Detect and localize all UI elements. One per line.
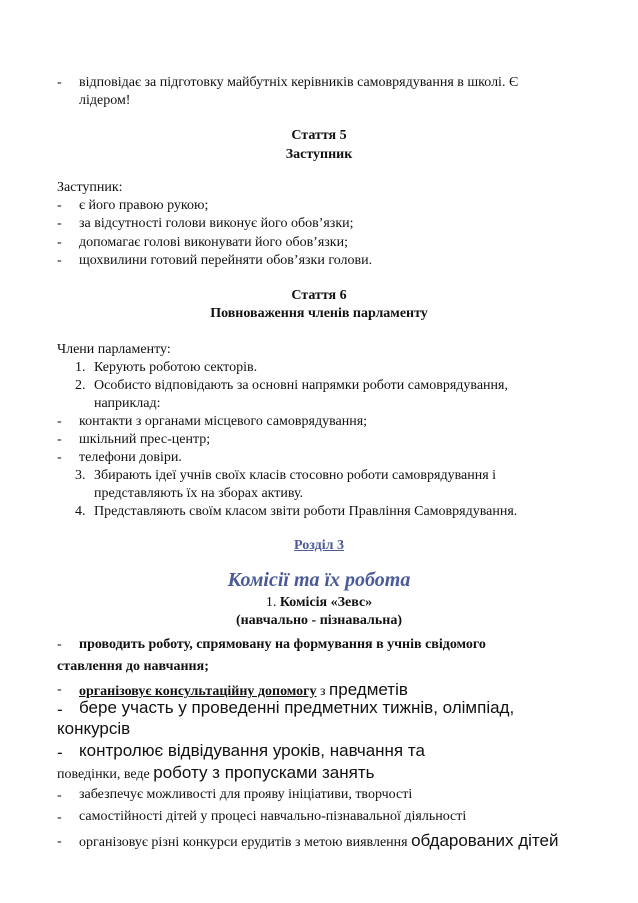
duty-line: самостійності дітей у процесі навчально-пізнавальної діяльності (79, 809, 467, 824)
article-6-title: Повноваження членів парламенту (210, 306, 428, 321)
list-item: за відсутності голови виконує його обов’язки; (79, 216, 354, 231)
commission-type: (навчально - пізнавальна) (235, 613, 403, 628)
list-number: 3. (75, 468, 86, 483)
duty-line-large: контролює відвідування уроків, навчання та (79, 741, 425, 760)
duty-line-mixed (57, 762, 374, 784)
list-number: 4. (75, 504, 86, 519)
bullet-dash: - (57, 637, 62, 652)
intro-line-2: лідером! (79, 93, 131, 108)
article-6-lead: Члени парламенту: (57, 342, 171, 357)
bullet-dash: - (57, 682, 62, 697)
list-item-continuation: наприклад: (94, 396, 161, 411)
bullet-dash: - (57, 700, 63, 719)
duty-line: забезпечує можливості для прояву ініціативи, творчості (79, 787, 413, 802)
bullet-dash: - (57, 198, 62, 213)
list-item: Збирають ідеї учнів своїх класів стосовно роботи самоврядування і (94, 468, 497, 483)
duty-text-large: роботу з пропусками занять (153, 763, 375, 782)
duty-text-large: обдарованих дітей (411, 831, 559, 850)
duty-text: поведінки, веде (57, 767, 154, 782)
section-subtitle: Комісії та їх робота (227, 569, 411, 591)
intro-line-1: відповідає за підготовку майбутніх керівників самоврядування в школі. Є (79, 75, 519, 90)
article-5-title: Заступник (285, 147, 353, 162)
list-item: допомагає голові виконувати його обов’язки; (79, 235, 348, 250)
list-item: є його правою рукою; (79, 198, 209, 213)
list-item-continuation: представляють їх на зборах активу. (94, 486, 304, 501)
commission-name: Комісія «Зевс» (279, 595, 373, 610)
article-6-number: Стаття 6 (291, 288, 347, 303)
commission-number: 1. (265, 595, 277, 610)
duty-line-continuation: ставлення до навчання; (57, 659, 209, 674)
bullet-dash: - (57, 810, 62, 825)
duty-line-mixed (79, 830, 558, 852)
duty-emphasis: організовує консультаційну допомогу (79, 684, 317, 699)
article-5-number: Стаття 5 (291, 128, 347, 143)
duty-line: проводить роботу, спрямовану на формування в учнів свідомого (79, 637, 486, 652)
sub-item: телефони довіри. (79, 450, 182, 465)
bullet-dash: - (57, 414, 62, 429)
duty-text: організовує різні конкурси ерудитів з метою виявлення (79, 835, 412, 850)
commission-heading (0, 594, 638, 612)
bullet-dash: - (57, 75, 62, 90)
bullet-dash: - (57, 216, 62, 231)
duty-text-large: предметів (329, 680, 408, 699)
list-number: 1. (75, 360, 86, 375)
sub-item: контакти з органами місцевого самоврядування; (79, 414, 368, 429)
bullet-dash: - (57, 253, 62, 268)
list-item: Представляють своїм класом звіти роботи Правління Самоврядування. (94, 504, 518, 519)
bullet-dash: - (57, 834, 62, 849)
duty-line-large-continuation: конкурсів (57, 719, 131, 738)
list-item: щохвилини готовий перейняти обов’язки голови. (79, 253, 373, 268)
list-item: Особисто відповідають за основні напрямки роботи самоврядування, (94, 378, 508, 393)
bullet-dash: - (57, 432, 62, 447)
bullet-dash: - (57, 450, 62, 465)
duty-line-large: бере участь у проведенні предметних тижнів, олімпіад, (79, 698, 515, 717)
sub-item: шкільний прес-центр; (79, 432, 211, 447)
bullet-dash: - (57, 788, 62, 803)
article-5-lead: Заступник: (57, 180, 123, 195)
bullet-dash: - (57, 235, 62, 250)
duty-text: з (316, 684, 330, 699)
list-number: 2. (75, 378, 86, 393)
list-item: Керують роботою секторів. (94, 360, 258, 375)
bullet-dash: - (57, 743, 63, 762)
section-title: Розділ 3 (294, 538, 344, 553)
